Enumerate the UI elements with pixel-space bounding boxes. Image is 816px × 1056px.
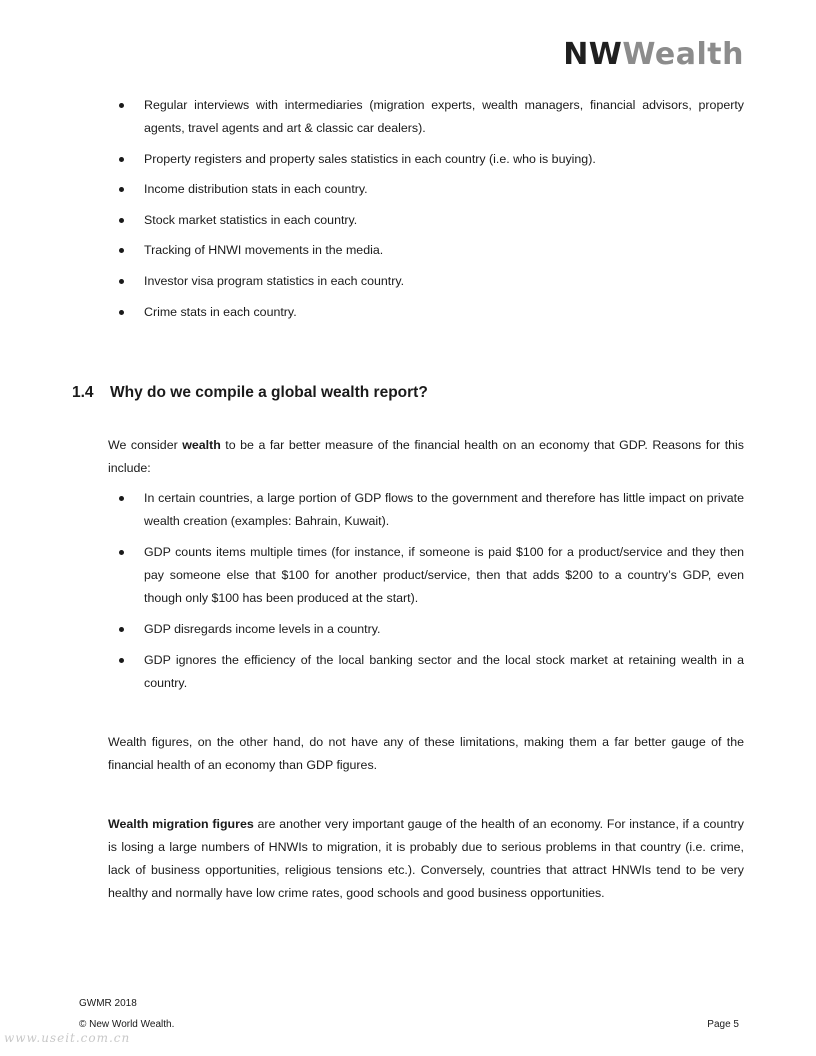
bullet-icon (119, 496, 124, 501)
list-item (108, 487, 744, 533)
list-item-text: GDP counts items multiple times (for instance, if someone is paid $100 for a product/service and they then pay someone else that $100 for another product/service, then that adds $200 to a country’s GDP, even though only $100 has been produced at the start). (144, 545, 744, 605)
footer-report-name: GWMR 2018 (79, 998, 137, 1009)
bullet-icon (119, 550, 124, 555)
list-item-text: GDP ignores the efficiency of the local banking sector and the local stock market at retaining wealth in a country. (144, 653, 744, 690)
gdp-reasons-list (108, 487, 744, 703)
logo-nw-text: NW (563, 37, 623, 72)
list-item-text: In certain countries, a large portion of GDP flows to the government and therefore has little impact on private wealth creation (examples: Bahrain, Kuwait). (144, 491, 744, 528)
p1-bold-term: wealth (182, 438, 221, 452)
list-item-text: Crime stats in each country. (144, 304, 297, 319)
logo-wealth-text: Wealth (622, 37, 744, 72)
list-item (108, 239, 744, 262)
list-item (108, 649, 744, 695)
list-item (108, 178, 744, 201)
list-item (108, 618, 744, 641)
list-item (108, 94, 744, 140)
p1-text-after: to be a far better measure of the financial health on an economy that GDP. Reasons for this include: (108, 438, 744, 475)
p1-text-before: We consider (108, 438, 183, 452)
bullet-icon (119, 658, 124, 663)
bullet-icon (119, 310, 124, 315)
bullet-icon (119, 157, 124, 162)
list-item-text: Regular interviews with intermediaries (migration experts, wealth managers, financial advisors, property agents, travel agents and art & classic car dealers). (144, 98, 744, 135)
list-item-text: Investor visa program statistics in each country. (144, 273, 405, 288)
bullet-icon (119, 248, 124, 253)
footer-page-number: Page 5 (707, 1019, 739, 1030)
list-item-text: GDP disregards income levels in a country. (144, 622, 381, 636)
migration-paragraph (108, 813, 744, 905)
list-item-text: Tracking of HNWI movements in the media. (144, 243, 384, 258)
footer-copyright: © New World Wealth. (79, 1019, 175, 1030)
list-item (108, 270, 744, 293)
list-item (108, 148, 744, 171)
section-number: 1.4 (72, 384, 94, 401)
wealth-figures-paragraph: Wealth figures, on the other hand, do not have any of these limitations, making them a far better gauge of the financial health of an economy than GDP figures. (108, 735, 744, 772)
list-item-text: Stock market statistics in each country. (144, 212, 358, 227)
list-item-text: Income distribution stats in each country. (144, 182, 368, 197)
section-title: Why do we compile a global wealth report? (110, 384, 428, 401)
section-heading (72, 384, 428, 402)
list-item-text: Property registers and property sales statistics in each country (i.e. who is buying). (144, 151, 596, 166)
bullet-icon (119, 627, 124, 632)
list-item (108, 301, 744, 324)
watermark: www.useit.com.cn (4, 1031, 131, 1045)
bullet-icon (119, 279, 124, 284)
list-item (108, 209, 744, 232)
bullet-icon (119, 218, 124, 223)
brand-logo (563, 37, 744, 72)
data-sources-list (108, 94, 744, 331)
bullet-icon (119, 187, 124, 192)
bullet-icon (119, 103, 124, 108)
p3-text: are another very important gauge of the health of an economy. For instance, if a country is losing a large numbers of HNWIs to migration, it is probably due to serious problems in that country (i.e. crime, lack of business opportunities, religious tensions etc.). Conversely, countries that attract HNWIs tend to be very healthy and normally have low crime rates, good schools and good business opportunities. (108, 817, 744, 900)
list-item (108, 541, 744, 610)
intro-paragraph (108, 434, 744, 480)
p3-bold-term: Wealth migration figures (108, 817, 254, 831)
